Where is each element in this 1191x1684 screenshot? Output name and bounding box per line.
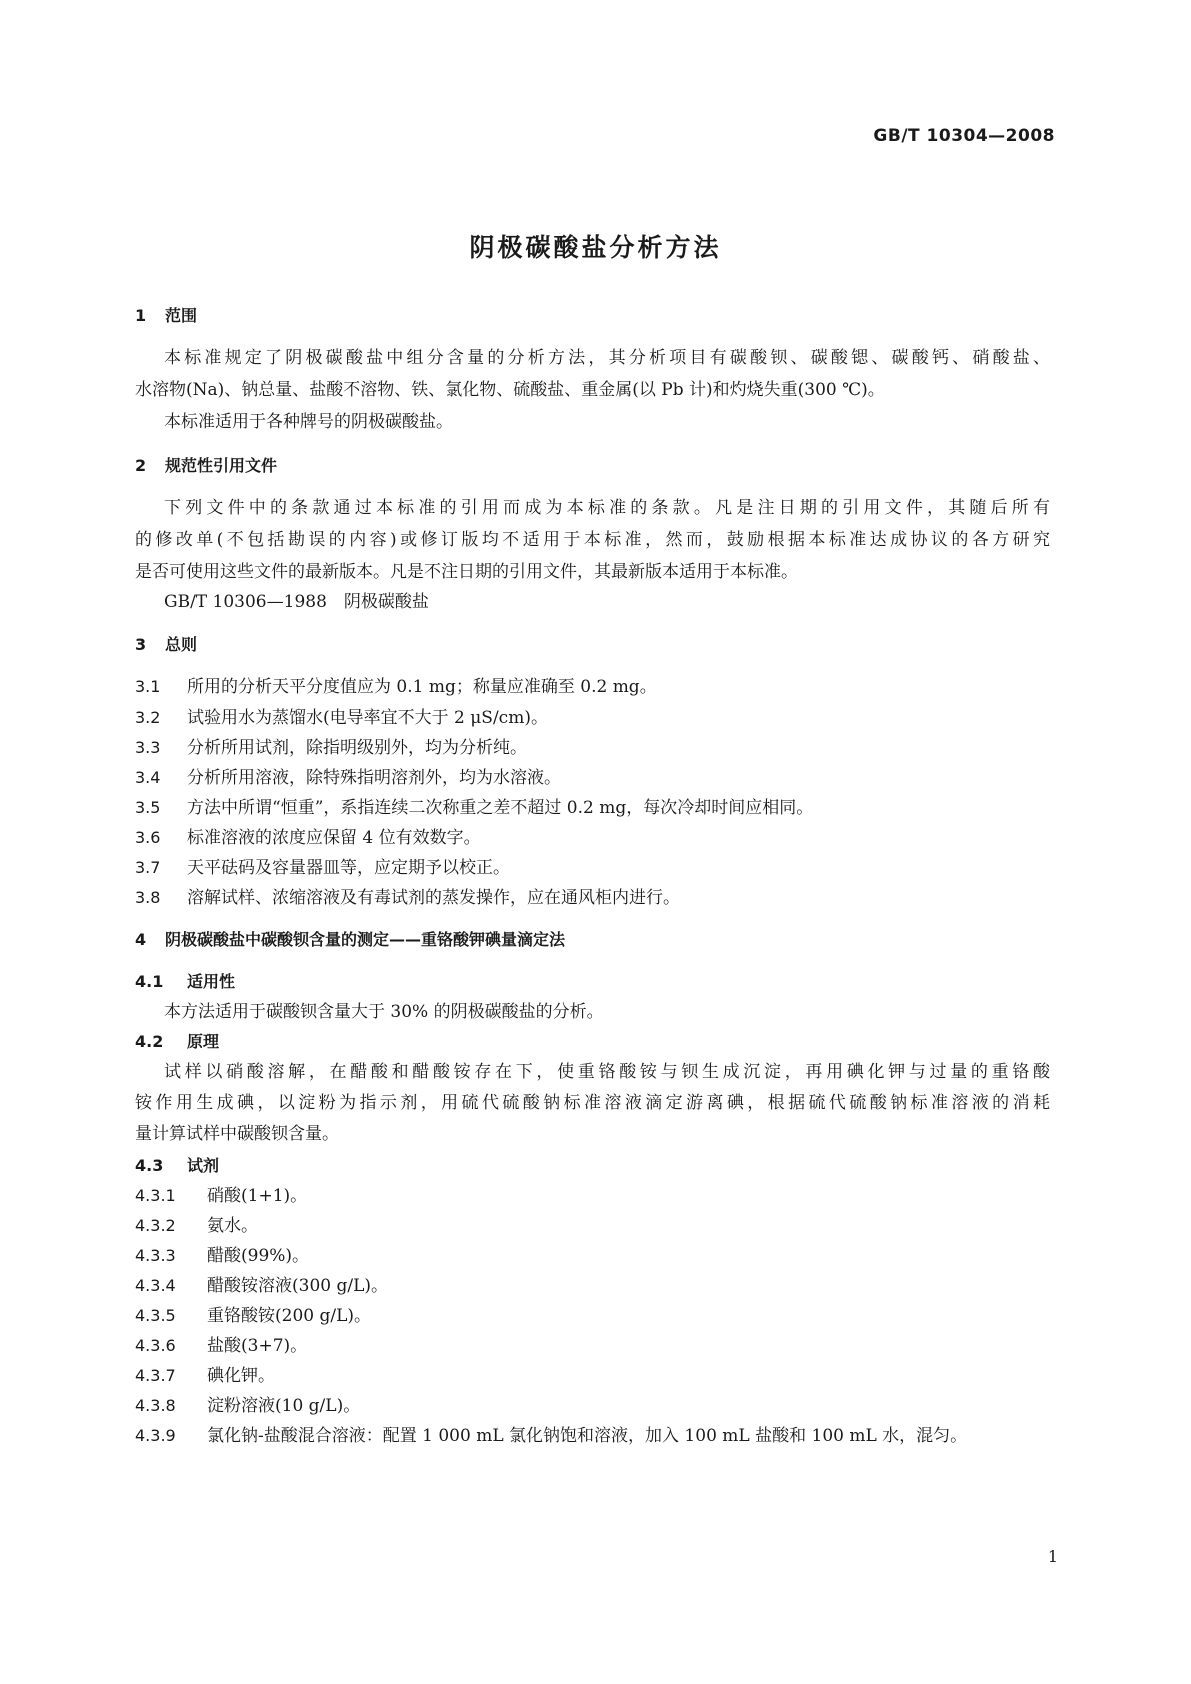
- clause-number: 3.4: [135, 768, 161, 787]
- reagent-text: 氨水。: [207, 1216, 258, 1236]
- reagent-item: [135, 1216, 258, 1236]
- reagent-text: 氯化钠-盐酸混合溶液：配置 1 000 mL 氯化钠饱和溶液，加入 100 mL 盐酸和 100 mL 水，混匀。: [207, 1426, 968, 1446]
- clause-number: 3.6: [135, 828, 161, 847]
- reagent-number: 4.3.2: [135, 1216, 176, 1235]
- subsection-number: 4.2: [135, 1032, 164, 1051]
- section-2-heading: [135, 456, 277, 476]
- reagent-number: 4.3.7: [135, 1366, 176, 1385]
- clause-item: [135, 798, 813, 818]
- clause-item: [135, 828, 481, 848]
- reagent-text: 碘化钾。: [207, 1366, 275, 1386]
- clause-number: 3.3: [135, 738, 161, 757]
- reagent-number: 4.3.3: [135, 1246, 176, 1265]
- section-title: 阴极碳酸盐中碳酸钡含量的测定——重铬酸钾碘量滴定法: [165, 930, 566, 949]
- paragraph-line: 水溶物(Na)、钠总量、盐酸不溶物、铁、氯化物、硫酸盐、重金属(以 Pb 计)和灼烧失重(300 ℃)。: [135, 380, 885, 400]
- subsection-title: 原理: [187, 1032, 220, 1051]
- section-3-heading: [135, 635, 197, 655]
- reagent-item: [135, 1426, 967, 1446]
- paragraph-line: 试样以硝酸溶解，在醋酸和醋酸铵存在下，使重铬酸铵与钡生成沉淀，再用碘化钾与过量的重铬酸: [164, 1062, 1050, 1082]
- clause-item: [135, 858, 510, 878]
- reagent-text: 淀粉溶液(10 g/L)。: [207, 1396, 361, 1416]
- clause-item: [135, 738, 527, 758]
- clause-number: 3.2: [135, 708, 161, 727]
- reagent-number: 4.3.5: [135, 1306, 176, 1325]
- reagent-number: 4.3.9: [135, 1426, 176, 1445]
- clause-item: [135, 768, 561, 788]
- paragraph-line: 本标准规定了阴极碳酸盐中组分含量的分析方法，其分析项目有碳酸钡、碳酸锶、碳酸钙、硝酸盐、: [164, 348, 1050, 368]
- reagent-number: 4.3.1: [135, 1186, 176, 1205]
- clause-number: 3.7: [135, 858, 161, 877]
- section-number: 3: [135, 635, 147, 654]
- reagent-item: [135, 1366, 275, 1386]
- section-number: 4: [135, 930, 147, 949]
- reagent-item: [135, 1186, 307, 1206]
- subsection-title: 适用性: [187, 972, 236, 991]
- clause-number: 3.8: [135, 888, 161, 907]
- section-number: 2: [135, 456, 147, 475]
- reagent-text: 重铬酸铵(200 g/L)。: [207, 1306, 372, 1326]
- clause-number: 3.1: [135, 677, 161, 696]
- clause-item: [135, 708, 548, 728]
- subsection-number: 4.3: [135, 1156, 164, 1175]
- clause-item: [135, 888, 680, 908]
- section-1-heading: [135, 306, 197, 326]
- paragraph-line: 量计算试样中碳酸钡含量。: [135, 1124, 339, 1144]
- section-4-heading: [135, 930, 565, 950]
- paragraph-line: 下列文件中的条款通过本标准的引用而成为本标准的条款。凡是注日期的引用文件，其随后所有: [164, 498, 1050, 518]
- paragraph-line: 是否可使用这些文件的最新版本。凡是不注日期的引用文件，其最新版本适用于本标准。: [135, 562, 798, 582]
- reagent-item: [135, 1276, 388, 1296]
- standard-code: GB/T 10304—2008: [873, 126, 1055, 146]
- normative-reference: GB/T 10306—1988 阴极碳酸盐: [164, 592, 429, 612]
- reagent-text: 醋酸(99%)。: [207, 1246, 310, 1266]
- paragraph: 本标准适用于各种牌号的阴极碳酸盐。: [164, 412, 453, 432]
- page-number: 1: [1047, 1547, 1058, 1566]
- clause-text: 标准溶液的浓度应保留 4 位有效数字。: [187, 828, 481, 848]
- clause-text: 试验用水为蒸馏水(电导率宜不大于 2 μS/cm)。: [187, 708, 548, 728]
- reagent-item: [135, 1246, 309, 1266]
- subsection-4-2-heading: [135, 1032, 219, 1052]
- clause-text: 溶解试样、浓缩溶液及有毒试剂的蒸发操作，应在通风柜内进行。: [187, 888, 680, 908]
- section-number: 1: [135, 306, 147, 325]
- reagent-item: [135, 1396, 360, 1416]
- reagent-item: [135, 1306, 371, 1326]
- clause-text: 分析所用试剂，除指明级别外，均为分析纯。: [187, 738, 527, 758]
- clause-text: 天平砝码及容量器皿等，应定期予以校正。: [187, 858, 510, 878]
- clause-item: [135, 677, 657, 697]
- clause-number: 3.5: [135, 798, 161, 817]
- reagent-text: 醋酸铵溶液(300 g/L)。: [207, 1276, 389, 1296]
- reagent-text: 盐酸(3+7)。: [207, 1336, 308, 1356]
- paragraph-line: 铵作用生成碘，以淀粉为指示剂，用硫代硫酸钠标准溶液滴定游离碘，根据硫代硫酸钠标准溶液的消耗: [135, 1093, 1050, 1113]
- section-title: 规范性引用文件: [165, 456, 278, 475]
- document-title: 阴极碳酸盐分析方法: [469, 233, 722, 262]
- reagent-text: 硝酸(1+1)。: [207, 1186, 308, 1206]
- reagent-number: 4.3.8: [135, 1396, 176, 1415]
- clause-text: 所用的分析天平分度值应为 0.1 mg；称量应准确至 0.2 mg。: [187, 677, 657, 697]
- subsection-number: 4.1: [135, 972, 164, 991]
- section-title: 范围: [165, 306, 198, 325]
- clause-text: 分析所用溶液，除特殊指明溶剂外，均为水溶液。: [187, 768, 561, 788]
- subsection-4-3-heading: [135, 1156, 219, 1176]
- reagent-number: 4.3.6: [135, 1336, 176, 1355]
- reagent-number: 4.3.4: [135, 1276, 176, 1295]
- subsection-4-1-heading: [135, 972, 235, 992]
- clause-text: 方法中所谓“恒重”，系指连续二次称重之差不超过 0.2 mg，每次冷却时间应相同。: [187, 798, 814, 818]
- subsection-title: 试剂: [187, 1156, 220, 1175]
- paragraph-line: 的修改单(不包括勘误的内容)或修订版均不适用于本标准，然而，鼓励根据本标准达成协议的各方研究: [135, 530, 1050, 550]
- paragraph: 本方法适用于碳酸钡含量大于 30% 的阴极碳酸盐的分析。: [164, 1002, 604, 1022]
- reagent-item: [135, 1336, 307, 1356]
- section-title: 总则: [165, 635, 198, 654]
